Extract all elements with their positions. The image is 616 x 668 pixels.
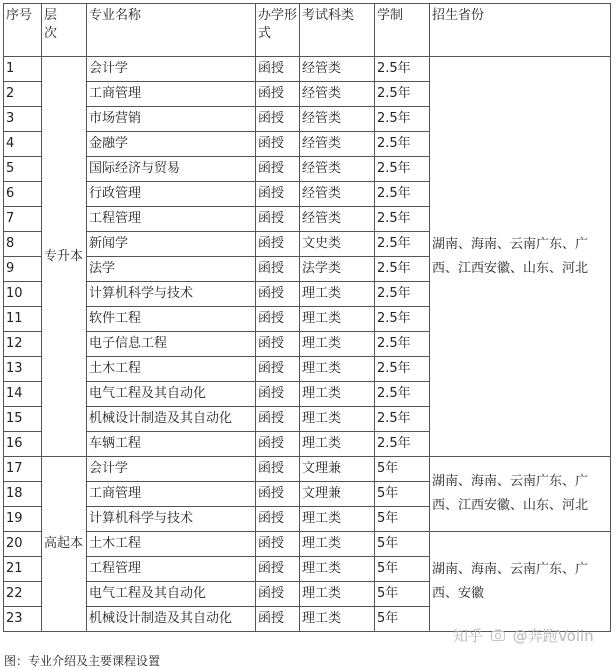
row-mode: 函授 <box>256 482 300 507</box>
header-duration: 学制 <box>375 4 430 57</box>
header-major: 专业名称 <box>87 4 256 57</box>
row-duration: 5年 <box>375 507 430 532</box>
row-mode: 函授 <box>256 432 300 457</box>
row-mode: 函授 <box>256 382 300 407</box>
row-provinces: 湖南、海南、云南广东、广西、江西安徽、山东、河北 <box>430 457 611 532</box>
watermark-author: @奔跑Volin <box>512 627 594 645</box>
row-major: 国际经济与贸易 <box>87 157 256 182</box>
row-no: 23 <box>4 607 42 632</box>
row-major: 法学 <box>87 257 256 282</box>
row-major: 电子信息工程 <box>87 332 256 357</box>
row-major: 会计学 <box>87 457 256 482</box>
row-category: 理工类 <box>300 382 375 407</box>
row-no: 14 <box>4 382 42 407</box>
row-major: 工商管理 <box>87 482 256 507</box>
row-category: 文理兼 <box>300 457 375 482</box>
majors-table <box>3 3 611 632</box>
row-category: 理工类 <box>300 332 375 357</box>
row-major: 会计学 <box>87 57 256 82</box>
row-duration: 2.5年 <box>375 232 430 257</box>
row-duration: 5年 <box>375 532 430 557</box>
row-no: 5 <box>4 157 42 182</box>
row-no: 11 <box>4 307 42 332</box>
row-no: 1 <box>4 57 42 82</box>
row-no: 20 <box>4 532 42 557</box>
row-major: 金融学 <box>87 132 256 157</box>
row-mode: 函授 <box>256 82 300 107</box>
row-no: 22 <box>4 582 42 607</box>
row-duration: 5年 <box>375 607 430 632</box>
row-duration: 2.5年 <box>375 157 430 182</box>
row-major: 机械设计制造及其自动化 <box>87 407 256 432</box>
row-level: 高起本 <box>42 457 87 632</box>
row-category: 经管类 <box>300 82 375 107</box>
row-duration: 2.5年 <box>375 407 430 432</box>
row-no: 12 <box>4 332 42 357</box>
row-category: 文史类 <box>300 232 375 257</box>
header-no: 序号 <box>4 4 42 57</box>
row-duration: 2.5年 <box>375 382 430 407</box>
row-provinces: 湖南、海南、云南广东、广西、安徽 <box>430 532 611 632</box>
row-no: 6 <box>4 182 42 207</box>
row-mode: 函授 <box>256 582 300 607</box>
row-category: 理工类 <box>300 557 375 582</box>
row-no: 4 <box>4 132 42 157</box>
row-major: 土木工程 <box>87 357 256 382</box>
row-category: 理工类 <box>300 432 375 457</box>
row-mode: 函授 <box>256 457 300 482</box>
watermark <box>453 625 594 646</box>
row-duration: 2.5年 <box>375 257 430 282</box>
watermark-site: 知乎 <box>453 627 484 645</box>
row-major: 车辆工程 <box>87 432 256 457</box>
row-major: 电气工程及其自动化 <box>87 582 256 607</box>
row-mode: 函授 <box>256 232 300 257</box>
row-mode: 函授 <box>256 507 300 532</box>
row-major: 行政管理 <box>87 182 256 207</box>
row-mode: 函授 <box>256 107 300 132</box>
header-level: 层次 <box>42 4 87 57</box>
row-category: 文理兼 <box>300 482 375 507</box>
row-category: 理工类 <box>300 582 375 607</box>
row-major: 市场营销 <box>87 107 256 132</box>
row-no: 16 <box>4 432 42 457</box>
header-row <box>4 4 611 57</box>
row-mode: 函授 <box>256 57 300 82</box>
header-provinces: 招生省份 <box>430 4 611 57</box>
row-category: 理工类 <box>300 607 375 632</box>
row-category: 经管类 <box>300 57 375 82</box>
row-category: 经管类 <box>300 107 375 132</box>
row-major: 工商管理 <box>87 82 256 107</box>
row-category: 理工类 <box>300 307 375 332</box>
row-mode: 函授 <box>256 182 300 207</box>
camera-icon <box>491 627 505 645</box>
row-mode: 函授 <box>256 307 300 332</box>
row-category: 理工类 <box>300 532 375 557</box>
row-mode: 函授 <box>256 357 300 382</box>
row-category: 理工类 <box>300 282 375 307</box>
row-mode: 函授 <box>256 132 300 157</box>
row-no: 19 <box>4 507 42 532</box>
row-mode: 函授 <box>256 207 300 232</box>
table-caption: 图：专业介绍及主要课程设置 <box>4 654 161 668</box>
row-duration: 5年 <box>375 582 430 607</box>
row-duration: 5年 <box>375 457 430 482</box>
row-no: 13 <box>4 357 42 382</box>
row-duration: 5年 <box>375 482 430 507</box>
row-duration: 2.5年 <box>375 132 430 157</box>
row-major: 工程管理 <box>87 207 256 232</box>
row-duration: 2.5年 <box>375 207 430 232</box>
row-duration: 2.5年 <box>375 107 430 132</box>
row-major: 计算机科学与技术 <box>87 282 256 307</box>
row-no: 3 <box>4 107 42 132</box>
table-body <box>4 57 611 632</box>
table-row <box>4 457 611 482</box>
row-duration: 5年 <box>375 557 430 582</box>
row-category: 经管类 <box>300 157 375 182</box>
table-row <box>4 532 611 557</box>
row-duration: 2.5年 <box>375 357 430 382</box>
row-major: 电气工程及其自动化 <box>87 382 256 407</box>
row-mode: 函授 <box>256 407 300 432</box>
row-major: 软件工程 <box>87 307 256 332</box>
row-mode: 函授 <box>256 557 300 582</box>
header-category: 考试科类 <box>300 4 375 57</box>
row-duration: 2.5年 <box>375 432 430 457</box>
row-mode: 函授 <box>256 532 300 557</box>
row-no: 8 <box>4 232 42 257</box>
row-category: 经管类 <box>300 207 375 232</box>
row-mode: 函授 <box>256 257 300 282</box>
header-mode: 办学形式 <box>256 4 300 57</box>
row-major: 工程管理 <box>87 557 256 582</box>
row-no: 15 <box>4 407 42 432</box>
row-duration: 2.5年 <box>375 57 430 82</box>
row-no: 7 <box>4 207 42 232</box>
row-no: 2 <box>4 82 42 107</box>
row-mode: 函授 <box>256 157 300 182</box>
row-mode: 函授 <box>256 332 300 357</box>
row-major: 机械设计制造及其自动化 <box>87 607 256 632</box>
row-level: 专升本 <box>42 57 87 457</box>
row-major: 土木工程 <box>87 532 256 557</box>
row-no: 17 <box>4 457 42 482</box>
row-mode: 函授 <box>256 607 300 632</box>
row-category: 法学类 <box>300 257 375 282</box>
row-no: 21 <box>4 557 42 582</box>
row-no: 10 <box>4 282 42 307</box>
row-no: 9 <box>4 257 42 282</box>
row-provinces: 湖南、海南、云南广东、广西、江西安徽、山东、河北 <box>430 57 611 457</box>
row-category: 理工类 <box>300 407 375 432</box>
row-major: 计算机科学与技术 <box>87 507 256 532</box>
row-mode: 函授 <box>256 282 300 307</box>
row-duration: 2.5年 <box>375 332 430 357</box>
row-major: 新闻学 <box>87 232 256 257</box>
table-row <box>4 57 611 82</box>
row-category: 经管类 <box>300 132 375 157</box>
row-no: 18 <box>4 482 42 507</box>
row-category: 经管类 <box>300 182 375 207</box>
row-category: 理工类 <box>300 507 375 532</box>
row-duration: 2.5年 <box>375 307 430 332</box>
row-category: 理工类 <box>300 357 375 382</box>
row-duration: 2.5年 <box>375 282 430 307</box>
row-duration: 2.5年 <box>375 182 430 207</box>
row-duration: 2.5年 <box>375 82 430 107</box>
